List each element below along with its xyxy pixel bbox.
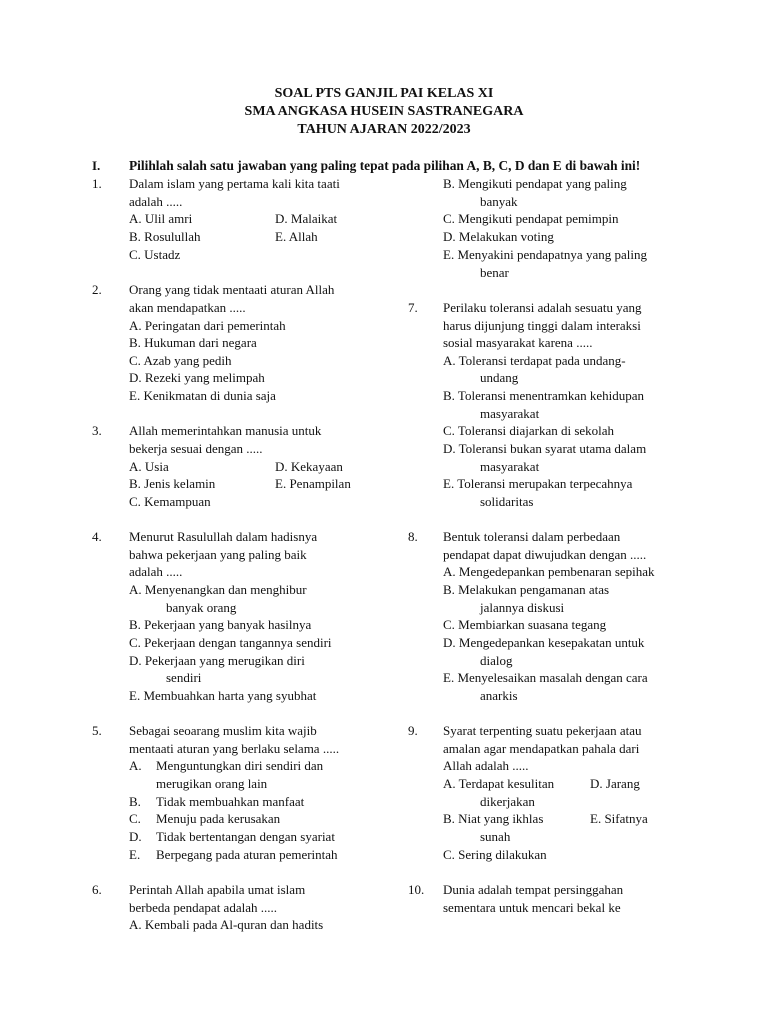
q9-option-e: E. Sifatnya — [590, 811, 648, 826]
q7-option-c: C. Toleransi diajarkan di sekolah — [443, 423, 615, 438]
question-2-number: 2. — [92, 282, 102, 297]
question-3-number: 3. — [92, 423, 102, 438]
q5-option-a-letter: A. — [129, 758, 142, 773]
question-7-text-cont: harus dijunjung tinggi dalam interaksi — [443, 318, 641, 333]
q6-option-d: D. Melakukan voting — [443, 229, 554, 244]
section-instruction: Pilihlah salah satu jawaban yang paling tepat pada pilihan A, B, C, D dan E di bawah ini! — [129, 158, 641, 173]
q9-option-d: D. Jarang — [590, 776, 640, 791]
q6-option-e-cont: benar — [480, 265, 509, 280]
q4-option-b: B. Pekerjaan yang banyak hasilnya — [129, 617, 312, 632]
q8-option-b-cont: jalannya diskusi — [480, 600, 565, 615]
question-9-number: 9. — [408, 723, 418, 738]
q5-option-e: Berpegang pada aturan pemerintah — [156, 847, 338, 862]
section-number: I. — [92, 158, 101, 173]
q6-option-e: E. Menyakini pendapatnya yang paling — [443, 247, 647, 262]
question-1-text: Dalam islam yang pertama kali kita taati — [129, 176, 340, 191]
q8-option-a: A. Mengedepankan pembenaran sepihak — [443, 564, 655, 579]
question-7-text-cont-2: sosial masyarakat karena ..... — [443, 335, 593, 350]
question-7-text: Perilaku toleransi adalah sesuatu yang — [443, 300, 642, 315]
q6-option-b: B. Mengikuti pendapat yang paling — [443, 176, 627, 191]
q1-option-d: D. Malaikat — [275, 211, 338, 226]
q4-option-d: D. Pekerjaan yang merugikan diri — [129, 653, 305, 668]
question-4-number: 4. — [92, 529, 102, 544]
q9-option-a-cont: dikerjakan — [480, 794, 535, 809]
q9-option-b: B. Niat yang ikhlas — [443, 811, 544, 826]
q8-option-e: E. Menyelesaikan masalah dengan cara — [443, 670, 648, 685]
question-10-number: 10. — [408, 882, 425, 897]
q3-option-e: E. Penampilan — [275, 476, 351, 491]
q2-option-b: B. Hukuman dari negara — [129, 335, 257, 350]
q4-option-c: C. Pekerjaan dengan tangannya sendiri — [129, 635, 332, 650]
q5-option-c-letter: C. — [129, 811, 141, 826]
q1-option-b: B. Rosulullah — [129, 229, 201, 244]
q5-option-b-letter: B. — [129, 794, 141, 809]
question-3-text: Allah memerintahkan manusia untuk — [129, 423, 322, 438]
question-4-text-cont-2: adalah ..... — [129, 564, 183, 579]
q3-option-c: C. Kemampuan — [129, 494, 211, 509]
q7-option-b: B. Toleransi menentramkan kehidupan — [443, 388, 645, 403]
question-5-text: Sebagai seoarang muslim kita wajib — [129, 723, 317, 738]
doc-title-2: SMA ANGKASA HUSEIN SASTRANEGARA — [244, 104, 524, 119]
q2-option-e: E. Kenikmatan di dunia saja — [129, 388, 276, 403]
question-2-text-cont: akan mendapatkan ..... — [129, 300, 246, 315]
question-8-number: 8. — [408, 529, 418, 544]
q5-option-d: Tidak bertentangan dengan syariat — [156, 829, 335, 844]
q3-option-b: B. Jenis kelamin — [129, 476, 216, 491]
q7-option-e-cont: solidaritas — [480, 494, 534, 509]
q3-option-d: D. Kekayaan — [275, 459, 343, 474]
question-9-text-cont-2: Allah adalah ..... — [443, 758, 529, 773]
q6-option-c: C. Mengikuti pendapat pemimpin — [443, 211, 619, 226]
q9-option-c: C. Sering dilakukan — [443, 847, 547, 862]
q4-option-a: A. Menyenangkan dan menghibur — [129, 582, 307, 597]
q7-option-a: A. Toleransi terdapat pada undang- — [443, 353, 626, 368]
q5-option-a: Menguntungkan diri sendiri dan — [156, 758, 324, 773]
q5-option-d-letter: D. — [129, 829, 142, 844]
q7-option-d: D. Toleransi bukan syarat utama dalam — [443, 441, 647, 456]
q8-option-b: B. Melakukan pengamanan atas — [443, 582, 610, 597]
question-3-text-cont: bekerja sesuai dengan ..... — [129, 441, 263, 456]
q1-option-c: C. Ustadz — [129, 247, 181, 262]
q4-option-a-cont: banyak orang — [166, 600, 237, 615]
q2-option-d: D. Rezeki yang melimpah — [129, 370, 265, 385]
q1-option-e: E. Allah — [275, 229, 318, 244]
question-4-text: Menurut Rasulullah dalam hadisnya — [129, 529, 318, 544]
question-10-text: Dunia adalah tempat persinggahan — [443, 882, 624, 897]
question-5-text-cont: mentaati aturan yang berlaku selama ..... — [129, 741, 340, 756]
question-8-text: Bentuk toleransi dalam perbedaan — [443, 529, 621, 544]
q7-option-a-cont: undang — [480, 370, 519, 385]
question-9-text: Syarat terpenting suatu pekerjaan atau — [443, 723, 642, 738]
q6-option-a: A. Kembali pada Al-quran dan hadits — [129, 917, 324, 932]
q5-option-c: Menuju pada kerusakan — [156, 811, 281, 826]
q1-option-a: A. Ulil amri — [129, 211, 193, 226]
q9-option-a: A. Terdapat kesulitan — [443, 776, 555, 791]
q8-option-d-cont: dialog — [480, 653, 513, 668]
q2-option-a: A. Peringatan dari pemerintah — [129, 318, 286, 333]
q5-option-e-letter: E. — [129, 847, 141, 862]
doc-title-1: SOAL PTS GANJIL PAI KELAS XI — [274, 86, 494, 101]
q3-option-a: A. Usia — [129, 459, 169, 474]
q2-option-c: C. Azab yang pedih — [129, 353, 232, 368]
question-2-text: Orang yang tidak mentaati aturan Allah — [129, 282, 335, 297]
question-7-number: 7. — [408, 300, 418, 315]
question-6-number: 6. — [92, 882, 102, 897]
q5-option-a-cont: merugikan orang lain — [156, 776, 268, 791]
question-6-text-cont: berbeda pendapat adalah ..... — [129, 900, 277, 915]
question-9-text-cont: amalan agar mendapatkan pahala dari — [443, 741, 640, 756]
q7-option-d-cont: masyarakat — [480, 459, 540, 474]
question-4-text-cont: bahwa pekerjaan yang paling baik — [129, 547, 307, 562]
question-8-text-cont: pendapat dapat diwujudkan dengan ..... — [443, 547, 647, 562]
q8-option-c: C. Membiarkan suasana tegang — [443, 617, 607, 632]
question-1-number: 1. — [92, 176, 102, 191]
question-1-text-cont: adalah ..... — [129, 194, 183, 209]
q5-option-b: Tidak membuahkan manfaat — [156, 794, 305, 809]
q8-option-d: D. Mengedepankan kesepakatan untuk — [443, 635, 645, 650]
q4-option-e: E. Membuahkan harta yang syubhat — [129, 688, 317, 703]
q7-option-b-cont: masyarakat — [480, 406, 540, 421]
q7-option-e: E. Toleransi merupakan terpecahnya — [443, 476, 633, 491]
q9-option-b-cont: sunah — [480, 829, 511, 844]
q6-option-b-cont: banyak — [480, 194, 518, 209]
question-5-number: 5. — [92, 723, 102, 738]
q8-option-e-cont: anarkis — [480, 688, 518, 703]
q4-option-d-cont: sendiri — [166, 670, 202, 685]
question-6-text: Perintah Allah apabila umat islam — [129, 882, 306, 897]
question-10-text-cont: sementara untuk mencari bekal ke — [443, 900, 621, 915]
doc-title-3: TAHUN AJARAN 2022/2023 — [297, 122, 471, 137]
